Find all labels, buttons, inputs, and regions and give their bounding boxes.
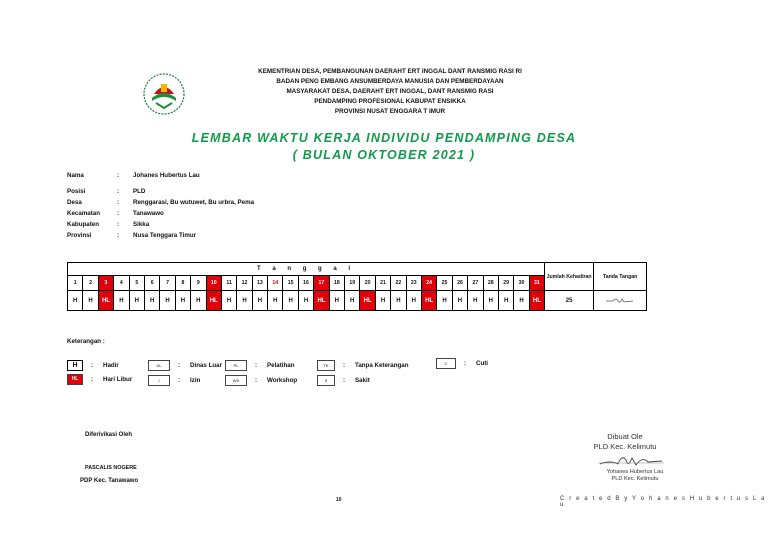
day-number-cell: 1 (68, 276, 83, 291)
attendance-mark-cell: H (329, 291, 344, 311)
info-row-kecamatan (67, 208, 254, 219)
attendance-mark-cell: HL (206, 291, 221, 311)
attendance-mark-cell: H (252, 291, 267, 311)
legend-label: Dinas Luar (190, 362, 222, 369)
verifier-role: PDP Kec. Tanawawo (80, 478, 139, 484)
legend-colon: : (178, 362, 181, 369)
day-number-cell: 29 (498, 276, 513, 291)
legend-colon: : (91, 376, 94, 383)
attendance-mark-cell: HL (314, 291, 329, 311)
info-row-kabupaten (67, 219, 254, 230)
personal-info (67, 170, 254, 241)
attendance-mark-cell: H (129, 291, 144, 311)
verifier-name: PASCALIS NOGERE (85, 465, 137, 471)
legend-code: H (67, 360, 83, 371)
legend-label: Tanpa Keterangan (355, 362, 409, 369)
institution-header (200, 67, 580, 117)
day-number-cell: 3 (98, 276, 113, 291)
attendance-mark-cell: H (268, 291, 283, 311)
info-colon: : (117, 188, 120, 195)
attendance-mark-cell: H (483, 291, 498, 311)
legend-label: Pelatihan (267, 362, 295, 369)
info-row-provinsi (67, 230, 254, 241)
legend-code: HL (67, 374, 83, 385)
attendance-mark-cell: HL (360, 291, 375, 311)
attendance-mark-cell: H (237, 291, 252, 311)
attendance-mark-cell: H (468, 291, 483, 311)
ministry-logo (140, 70, 188, 118)
legend-code: WS (225, 375, 247, 386)
legend-code: S (317, 375, 335, 386)
attendance-mark-cell: H (391, 291, 406, 311)
info-label: Kabupaten (67, 221, 99, 228)
attendance-mark-cell: HL (421, 291, 436, 311)
legend-colon: : (255, 377, 258, 384)
legend-item-sakit (317, 375, 370, 386)
attendance-mark-cell: H (437, 291, 452, 311)
signer-role: PLD Kec. Kelimutu (611, 476, 659, 482)
document-title: LEMBAR WAKTU KERJA INDIVIDU PENDAMPING DESA (191, 131, 577, 145)
legend-item-workshop (225, 375, 297, 386)
day-number-cell: 8 (175, 276, 190, 291)
legend-item-pelatihan (225, 360, 295, 371)
info-colon: : (117, 210, 120, 217)
attendance-mark-cell: H (406, 291, 421, 311)
header-line-3: MASYARAKAT DESA, DAERAHT ERT INGGAL, DANT RANSMIG RASI (286, 88, 494, 95)
legend-colon: : (464, 360, 467, 367)
day-number-cell: 23 (406, 276, 421, 291)
info-value: Johanes Hubertus Lau (133, 172, 200, 179)
legend-code: DL (148, 360, 170, 371)
info-value: Nusa Tenggara Timur (133, 232, 197, 239)
info-row-desa (67, 197, 254, 208)
legend-colon: : (343, 362, 346, 369)
day-number-cell: 12 (237, 276, 252, 291)
day-number-cell: 21 (375, 276, 390, 291)
day-number-cell: 5 (129, 276, 144, 291)
legend-item-hari-libur (67, 374, 132, 385)
document-subtitle: ( BULAN OKTOBER 2021 ) (292, 148, 476, 162)
day-number-cell: 20 (360, 276, 375, 291)
attendance-mark-cell: H (345, 291, 360, 311)
legend-label: Izin (190, 377, 201, 384)
day-number-cell: 17 (314, 276, 329, 291)
info-value: Sikka (133, 221, 150, 228)
info-value: PLD (133, 188, 146, 195)
info-colon: : (117, 199, 120, 206)
legend-colon: : (343, 377, 346, 384)
day-number-cell: 11 (221, 276, 236, 291)
day-number-cell: 15 (283, 276, 298, 291)
attendance-mark-cell: H (68, 291, 83, 311)
legend-item-cuti (436, 358, 488, 369)
day-number-cell: 28 (483, 276, 498, 291)
attendance-mark-cell: H (221, 291, 236, 311)
day-number-cell: 7 (160, 276, 175, 291)
day-number-cell: 30 (514, 276, 529, 291)
legend-item-tanpa-keterangan (317, 360, 409, 371)
day-number-cell: 25 (437, 276, 452, 291)
tanda-tangan-header: Tanda Tangan (594, 263, 647, 291)
day-number-cell: 24 (421, 276, 436, 291)
attendance-mark-cell: H (144, 291, 159, 311)
info-value: Renggarasi, Bu wutuwet, Bu urbra, Pema (133, 199, 255, 206)
attendance-mark-cell: H (191, 291, 206, 311)
attendance-mark-cell: H (114, 291, 129, 311)
legend-label: Sakit (355, 377, 370, 384)
info-label: Kecamatan (67, 210, 101, 217)
day-number-cell: 18 (329, 276, 344, 291)
header-line-5: PROVINSI NUSAT ENGGARA T IMUR (334, 108, 446, 115)
legend-code: TK (317, 360, 335, 371)
legend-label: Hadir (103, 362, 119, 369)
legend-code: PL (225, 360, 247, 371)
attendance-mark-cell: H (498, 291, 513, 311)
info-label: Provinsi (67, 232, 92, 239)
info-colon: : (117, 221, 120, 228)
info-label: Nama (67, 172, 84, 179)
legend-colon: : (255, 362, 258, 369)
day-number-cell: 31 (529, 276, 544, 291)
legend-colon: : (91, 362, 94, 369)
info-row-posisi (67, 186, 254, 197)
day-number-cell: 9 (191, 276, 206, 291)
made-by-line-2: PLD Kec. Kelimutu (593, 442, 657, 451)
day-number-cell: 22 (391, 276, 406, 291)
legend-item-dinas-luar (148, 360, 222, 371)
made-by-line-1: Dibuat Ole (607, 432, 643, 441)
day-number-cell: 13 (252, 276, 267, 291)
header-line-1: KEMENTRIAN DESA, PEMBANGUNAN DAERAHT ERT INGGAL DANT RANSMIG RASI RI (258, 68, 522, 75)
attendance-mark-cell: H (83, 291, 98, 311)
info-value: Tanawawo (133, 210, 164, 217)
day-number-cell: 6 (144, 276, 159, 291)
attendance-table (67, 262, 647, 311)
legend-code: C (436, 358, 456, 369)
legend-colon: : (178, 377, 181, 384)
legend-label: Hari Libur (103, 376, 133, 383)
legend-label: Workshop (267, 377, 298, 384)
day-number-cell: 14 (268, 276, 283, 291)
signer-name: Yohanes Hubertus Lau (606, 469, 664, 475)
header-line-4: PENDAMPING PROFESIONAL KABUPAT ENSIKKA (314, 98, 466, 105)
day-number-cell: 16 (298, 276, 313, 291)
info-label: Posisi (67, 188, 86, 195)
attendance-mark-cell: H (160, 291, 175, 311)
page-number: 10 (336, 497, 342, 503)
total-kehadiran: 25 (545, 291, 594, 311)
signer-block (590, 469, 680, 483)
day-number-cell: 10 (206, 276, 221, 291)
attendance-mark-cell: HL (529, 291, 544, 311)
attendance-mark-cell: H (283, 291, 298, 311)
attendance-mark-cell: H (375, 291, 390, 311)
info-label: Desa (67, 199, 82, 206)
attendance-mark-cell: H (298, 291, 313, 311)
info-row-nama (67, 170, 254, 181)
day-number-cell: 27 (468, 276, 483, 291)
keterangan-title: Keterangan : (67, 338, 105, 345)
day-number-cell: 4 (114, 276, 129, 291)
info-colon: : (117, 172, 120, 179)
jumlah-kehadiran-header: Jumlah Kehadiran (545, 263, 594, 291)
attendance-mark-row (68, 291, 647, 311)
legend-label: Cuti (476, 360, 489, 367)
day-number-cell: 26 (452, 276, 467, 291)
signature-cell (594, 291, 647, 311)
created-by-footer: C r e a t e d B y Y o h a n e s H u b e r t u s L a u (560, 496, 766, 508)
made-by-block (580, 432, 670, 452)
legend-code: I (148, 375, 170, 386)
verified-by-label: Diferivikasi Oleh (85, 432, 133, 438)
attendance-mark-cell: H (514, 291, 529, 311)
header-line-2: BADAN PENG EMBANG ANSUMBERDAYA MANUSIA DAN PEMBERDAYAAN (276, 78, 504, 85)
attendance-mark-cell: H (452, 291, 467, 311)
tanggal-header: T a n g g a l (68, 263, 545, 276)
legend-item-hadir (67, 360, 119, 371)
signature-icon (596, 452, 666, 470)
attendance-mark-cell: H (175, 291, 190, 311)
attendance-mark-cell: HL (98, 291, 113, 311)
info-colon: : (117, 232, 120, 239)
legend-item-izin (148, 375, 200, 386)
day-number-cell: 19 (345, 276, 360, 291)
day-number-cell: 2 (83, 276, 98, 291)
signature-scribble-icon (605, 295, 635, 305)
